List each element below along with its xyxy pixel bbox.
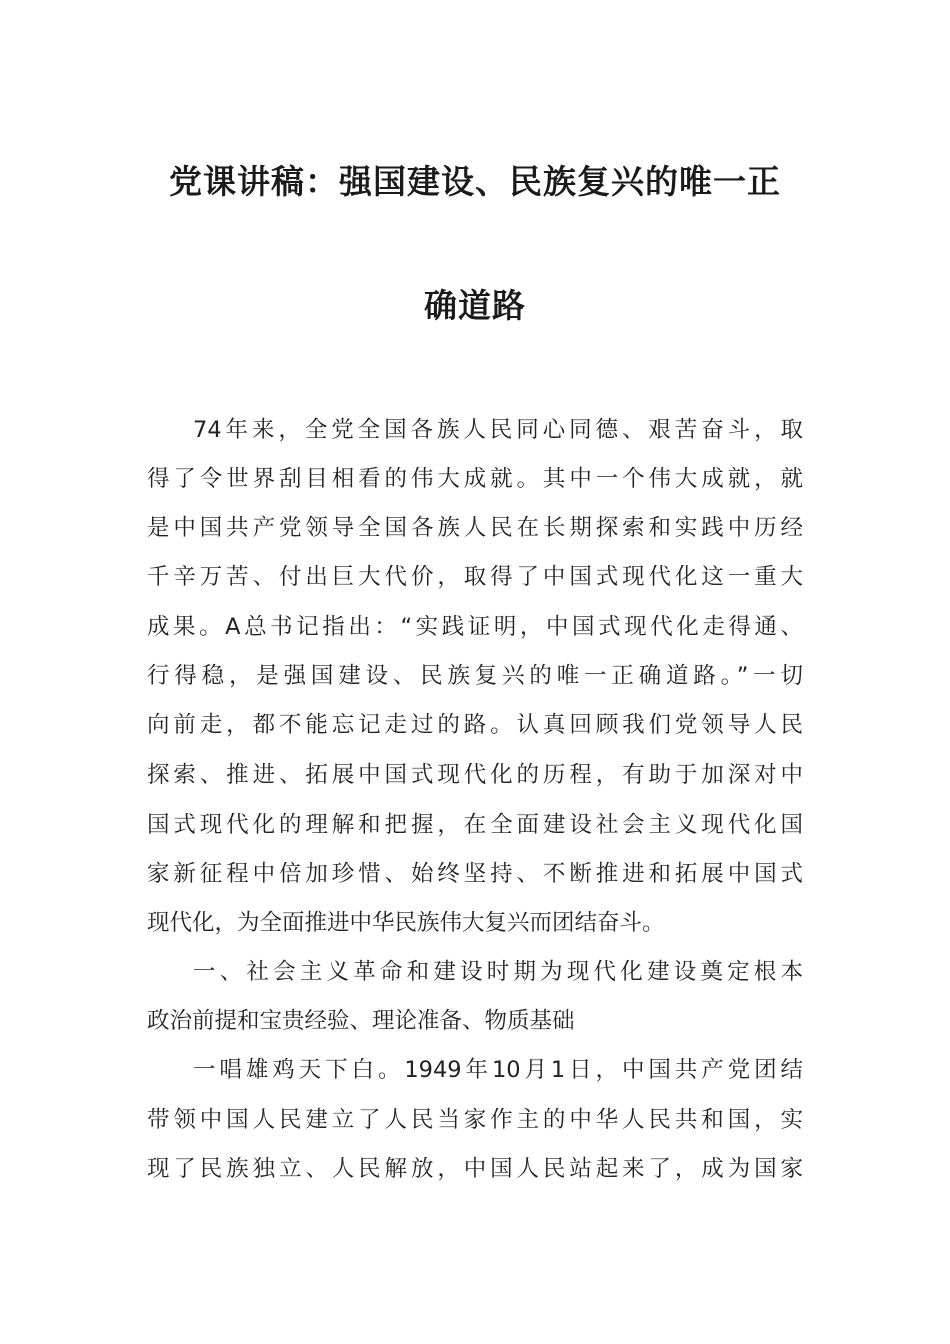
document-title-line-2: 确道路	[424, 286, 526, 325]
paragraph-1-line-7: 向前走，都不能忘记走过的路。认真回顾我们党领导人民	[147, 712, 803, 738]
paragraph-1-line-5: 成果。A总书记指出：“实践证明，中国式现代化走得通、	[147, 614, 803, 640]
paragraph-1-line-3: 是中国共产党领导全国各族人民在长期探索和实践中历经	[147, 515, 803, 541]
paragraph-1-line-8: 探索、推进、拓展中国式现代化的历程，有助于加深对中	[147, 762, 803, 788]
document-title-line-1: 党课讲稿：强国建设、民族复兴的唯一正	[169, 162, 781, 201]
paragraph-1-line-6: 行得稳，是强国建设、民族复兴的唯一正确道路。”一切	[147, 663, 803, 689]
paragraph-1-line-9: 国式现代化的理解和把握，在全面建设社会主义现代化国	[147, 812, 803, 838]
paragraph-1-line-4: 千辛万苦、付出巨大代价，取得了中国式现代化这一重大	[147, 564, 803, 590]
paragraph-1-line-2: 得了令世界刮目相看的伟大成就。其中一个伟大成就，就	[147, 466, 803, 492]
paragraph-1-line-1: 74年来，全党全国各族人民同心同德、艰苦奋斗，取	[193, 417, 803, 443]
paragraph-2-line-1: 一唱雄鸡天下白。1949年10月1日，中国共产党团结	[193, 1057, 803, 1083]
paragraph-1-line-11: 现代化，为全面推进中华民族伟大复兴而团结奋斗。	[147, 910, 665, 936]
paragraph-2-line-2: 带领中国人民建立了人民当家作主的中华人民共和国，实	[147, 1107, 803, 1133]
section-heading-line-2: 政治前提和宝贵经验、理论准备、物质基础	[147, 1008, 575, 1034]
paragraph-2-line-3: 现了民族独立、人民解放，中国人民站起来了，成为国家	[147, 1156, 803, 1182]
paragraph-1-line-10: 家新征程中倍加珍惜、始终坚持、不断推进和拓展中国式	[147, 861, 803, 887]
section-heading-line-1: 一、社会主义革命和建设时期为现代化建设奠定根本	[193, 959, 803, 985]
